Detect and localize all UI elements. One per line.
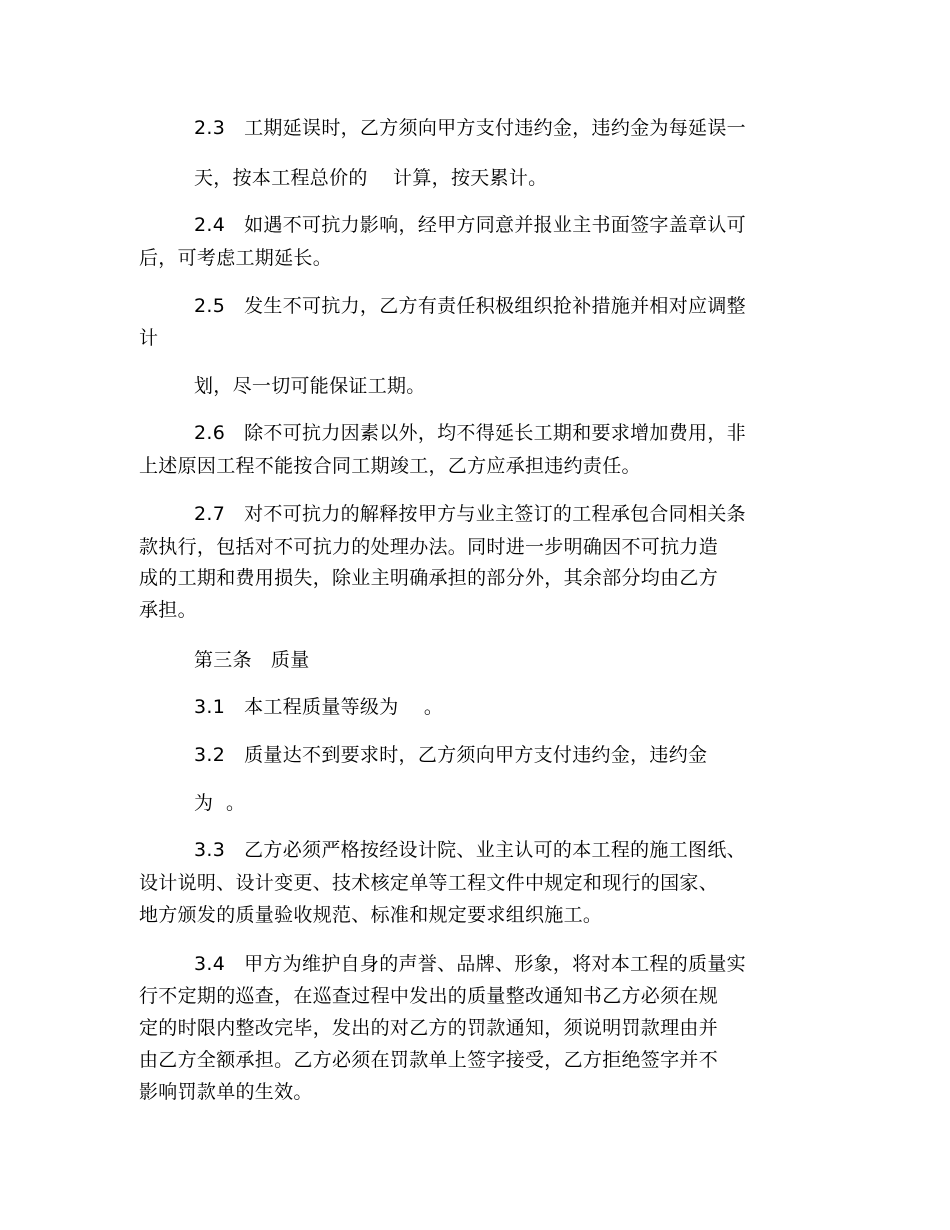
clause-2-4-line-2: 后，可考虑工期延长。: [139, 247, 333, 269]
clause-3-2-line-1: 3.2 质量达不到要求时，乙方须向甲方支付违约金，违约金: [194, 744, 708, 766]
clause-2-6-line-2: 上述原因工程不能按合同工期竣工，乙方应承担违约责任。: [139, 455, 641, 477]
article-3-heading: 第三条 质量: [194, 649, 310, 671]
clause-2-5-line-3: 划，尽一切可能保证工期。: [194, 375, 426, 397]
clause-2-3-line-1: 2.3 工期延误时，乙方须向甲方支付违约金，违约金为每延误一: [194, 117, 746, 139]
clause-2-3-line-2: 天，按本工程总价的 计算，按天累计。: [194, 167, 548, 189]
clause-2-7-line-1: 2.7 对不可抗力的解释按甲方与业主签订的工程承包合同相关条: [194, 503, 746, 525]
clause-3-1-line-1: 3.1 本工程质量等级为 。: [194, 696, 444, 718]
clause-2-6-line-1: 2.6 除不可抗力因素以外，均不得延长工期和要求增加费用，非: [194, 422, 746, 444]
clause-2-7-line-3: 成的工期和费用损失，除业主明确承担的部分外，其余部分均由乙方: [139, 567, 719, 589]
clause-3-4-line-1: 3.4 甲方为维护自身的声誉、品牌、形象，将对本工程的质量实: [194, 953, 746, 975]
clause-2-7-line-4: 承担。: [139, 599, 197, 621]
clause-3-4-line-2: 行不定期的巡查，在巡查过程中发出的质量整改通知书乙方必须在规: [139, 985, 719, 1007]
clause-3-3-line-2: 设计说明、设计变更、技术核定单等工程文件中规定和现行的国家、: [139, 872, 719, 894]
clause-3-4-line-5: 影响罚款单的生效。: [139, 1081, 313, 1103]
clause-2-5-line-1: 2.5 发生不可抗力，乙方有责任积极组织抢补措施并相对应调整: [194, 295, 746, 317]
clause-3-4-line-4: 由乙方全额承担。乙方必须在罚款单上签字接受，乙方拒绝签字并不: [139, 1049, 719, 1071]
clause-3-4-line-3: 定的时限内整改完毕，发出的对乙方的罚款通知，须说明罚款理由并: [139, 1017, 719, 1039]
clause-3-2-line-2: 为 。: [194, 792, 246, 814]
clause-3-3-line-1: 3.3 乙方必须严格按经设计院、业主认可的本工程的施工图纸、: [194, 839, 746, 861]
clause-2-4-line-1: 2.4 如遇不可抗力影响，经甲方同意并报业主书面签字盖章认可: [194, 214, 746, 236]
clause-2-5-line-2: 计: [139, 327, 159, 349]
clause-3-3-line-3: 地方颁发的质量验收规范、标准和规定要求组织施工。: [139, 904, 603, 926]
clause-2-7-line-2: 款执行，包括对不可抗力的处理办法。同时进一步明确因不可抗力造: [139, 536, 719, 558]
